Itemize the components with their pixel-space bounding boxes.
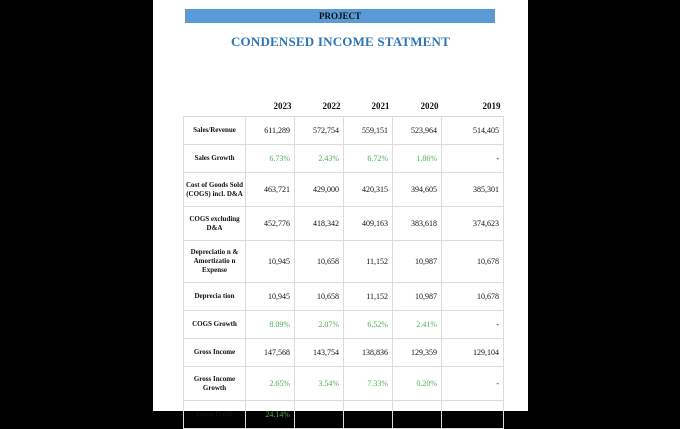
table-cell <box>393 401 442 429</box>
table-row <box>184 145 504 173</box>
table-cell: 7.33% <box>344 367 393 401</box>
row-label: COGS excluding D&A <box>184 207 246 241</box>
year-header-row <box>184 96 504 117</box>
table-cell: 6.72% <box>344 145 393 173</box>
table-cell: 10,987 <box>393 283 442 311</box>
table-cell: 10,678 <box>442 241 504 283</box>
table-cell <box>442 401 504 429</box>
table-cell: 10,678 <box>442 283 504 311</box>
document-title: CONDENSED INCOME STATMENT <box>230 34 451 49</box>
row-label: Gross Income <box>184 339 246 367</box>
year-header: 2023 <box>246 96 295 117</box>
table-cell: 452,776 <box>246 207 295 241</box>
table-cell: - <box>442 311 504 339</box>
row-label: Gross Income Growth <box>184 367 246 401</box>
table-row <box>184 207 504 241</box>
income-statement-table <box>183 96 504 429</box>
project-banner: PROJECT <box>185 9 495 23</box>
table-cell: 11,152 <box>344 283 393 311</box>
table-cell: 2.41% <box>393 311 442 339</box>
table-row <box>184 367 504 401</box>
table-row <box>184 241 504 283</box>
table-row <box>184 117 504 145</box>
table-cell: 10,945 <box>246 241 295 283</box>
table-cell: 0.20% <box>393 367 442 401</box>
table-cell: 129,104 <box>442 339 504 367</box>
table-cell: 374,623 <box>442 207 504 241</box>
row-label: Cost of Goods Sold (COGS) incl. D&A <box>184 173 246 207</box>
table-cell: 1.86% <box>393 145 442 173</box>
document-page <box>153 0 528 419</box>
table-cell: 8.09% <box>246 311 295 339</box>
table-row <box>184 401 504 429</box>
table-cell: 10,945 <box>246 283 295 311</box>
year-header: 2022 <box>295 96 344 117</box>
table-cell: 2.43% <box>295 145 344 173</box>
row-label: Gross Profit <box>184 401 246 429</box>
table-cell: 409,163 <box>344 207 393 241</box>
table-cell: 24.14% <box>246 401 295 429</box>
table-cell: 611,289 <box>246 117 295 145</box>
table-cell: 383,618 <box>393 207 442 241</box>
label-column-header <box>184 96 246 117</box>
row-label: Sales Growth <box>184 145 246 173</box>
table-cell: - <box>442 367 504 401</box>
table-cell: 11,152 <box>344 241 393 283</box>
year-header: 2020 <box>393 96 442 117</box>
table-cell: 429,000 <box>295 173 344 207</box>
year-header: 2019 <box>442 96 504 117</box>
table-cell: 3.54% <box>295 367 344 401</box>
table-cell: 2.65% <box>246 367 295 401</box>
row-label: Sales/Revenue <box>184 117 246 145</box>
table-cell: 143,754 <box>295 339 344 367</box>
table-cell: 523,964 <box>393 117 442 145</box>
row-label: Deprecia tion <box>184 283 246 311</box>
table-cell: 463,721 <box>246 173 295 207</box>
table-cell: 138,836 <box>344 339 393 367</box>
table-cell: 10,987 <box>393 241 442 283</box>
table-cell: 394,605 <box>393 173 442 207</box>
table-cell <box>295 401 344 429</box>
table-row <box>184 311 504 339</box>
table-cell: 147,568 <box>246 339 295 367</box>
table-cell: 2.07% <box>295 311 344 339</box>
row-label: COGS Growth <box>184 311 246 339</box>
table-cell: 6.73% <box>246 145 295 173</box>
table-cell: 129,359 <box>393 339 442 367</box>
table-cell <box>344 401 393 429</box>
table-cell: 418,342 <box>295 207 344 241</box>
table-body <box>184 117 504 429</box>
table-cell: 10,658 <box>295 283 344 311</box>
year-header: 2021 <box>344 96 393 117</box>
table-cell: - <box>442 145 504 173</box>
table-cell: 385,301 <box>442 173 504 207</box>
row-label: Depreciatio n & Amortizatio n Expense <box>184 241 246 283</box>
table-cell: 514,405 <box>442 117 504 145</box>
table-cell: 6.52% <box>344 311 393 339</box>
table-cell: 420,315 <box>344 173 393 207</box>
table-row <box>184 173 504 207</box>
table-cell: 559,151 <box>344 117 393 145</box>
table-cell: 572,754 <box>295 117 344 145</box>
table-row <box>184 283 504 311</box>
table-row <box>184 339 504 367</box>
table-cell: 10,658 <box>295 241 344 283</box>
